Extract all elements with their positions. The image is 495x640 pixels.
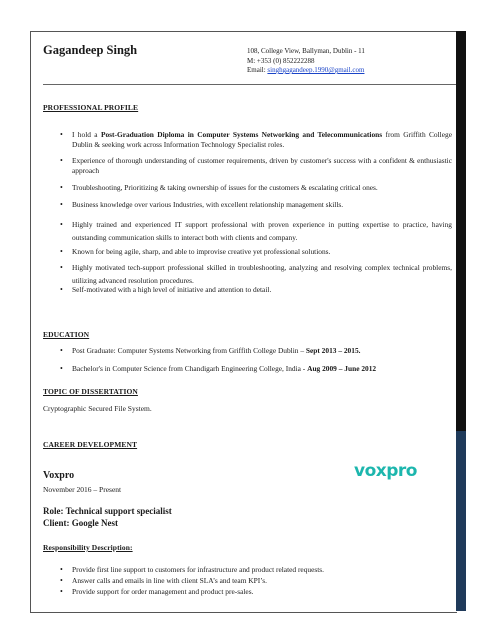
- profile-item: • Business knowledge over various Industries, with excellent relationship management skills.: [60, 200, 452, 210]
- profile-item: • Self-motivated with a high level of initiative and attention to detail.: [60, 285, 452, 295]
- responsibility-item: • Provide support for order management and product pre-sales.: [60, 587, 452, 597]
- address: 108, College View, Ballyman, Dublin - 11: [247, 47, 365, 55]
- profile-item: • Highly motivated tech-support professional skilled in troubleshooting, analyzing and resolving complex technical problems, utilizing advanced resolution procedures.: [60, 261, 452, 287]
- side-bar-accent: [456, 431, 466, 611]
- profile-item: • Troubleshooting, Prioritizing & taking ownership of issues for the customers & escalating critical ones.: [60, 183, 452, 193]
- dissertation-topic: Cryptographic Secured File System.: [43, 404, 152, 413]
- profile-item: • Experience of thorough understanding of customer requirements, driven by customer's success with a confident & enthusiastic approach: [60, 156, 452, 176]
- education-item-text: Bachelor's in Computer Science from Chandigarh Engineering College, India -: [72, 364, 308, 373]
- education-item-text: Post Graduate: Computer Systems Networking from Griffith College Dublin –: [72, 346, 306, 355]
- email-line: [247, 66, 365, 76]
- client-name: Client: Google Nest: [43, 518, 118, 528]
- employment-dates: November 2016 – Present: [43, 485, 122, 494]
- profile-item-text: I hold a: [72, 130, 101, 139]
- profile-heading: PROFESSIONAL PROFILE: [43, 103, 139, 112]
- responsibility-item: • Answer calls and emails in line with client SLA’s and team KPI’s.: [60, 576, 452, 586]
- email-link[interactable]: singhgagandeep.1990@gmail.com: [267, 66, 365, 74]
- career-heading: CAREER DEVELOPMENT: [43, 440, 138, 449]
- dissertation-heading: TOPIC OF DISSERTATION: [43, 387, 138, 396]
- voxpro-logo: voxpro: [354, 461, 417, 481]
- profile-item-text: from Griffith College Dublin & seeking work across Information Technology Specialist roles.: [72, 130, 452, 149]
- profile-item: • Highly trained and experienced IT support professional with proven experience in putting expertise to practice, having outstanding communication skills to interact both with clients and company.: [60, 218, 452, 244]
- company-name: Voxpro: [43, 470, 75, 481]
- responsibility-item: • Provide first line support to customers for infrastructure and product related requests.: [60, 565, 452, 575]
- education-item: [60, 364, 452, 374]
- contact-block: [247, 47, 365, 76]
- education-dates: Aug 2009 – June 2012: [307, 364, 377, 373]
- email-label: Email:: [247, 66, 266, 74]
- phone: M: +353 (0) 852222288: [247, 56, 315, 65]
- education-item: [60, 346, 452, 356]
- page-side-bar: [456, 31, 466, 611]
- profile-item: • Known for being agile, sharp, and able to improvise creative yet professional solutions.: [60, 247, 452, 257]
- responsibility-heading: Responsibility Description:: [43, 543, 133, 552]
- applicant-name: Gagandeep Singh: [43, 43, 138, 57]
- profile-item: [60, 130, 452, 150]
- job-role: Role: Technical support specialist: [43, 506, 172, 516]
- education-heading: EDUCATION: [43, 330, 90, 339]
- header-divider: [43, 84, 456, 85]
- degree-title: Post-Graduation Diploma in Computer Systems Networking and Telecommunications: [100, 130, 383, 139]
- education-dates: Sept 2013 – 2015.: [305, 346, 361, 355]
